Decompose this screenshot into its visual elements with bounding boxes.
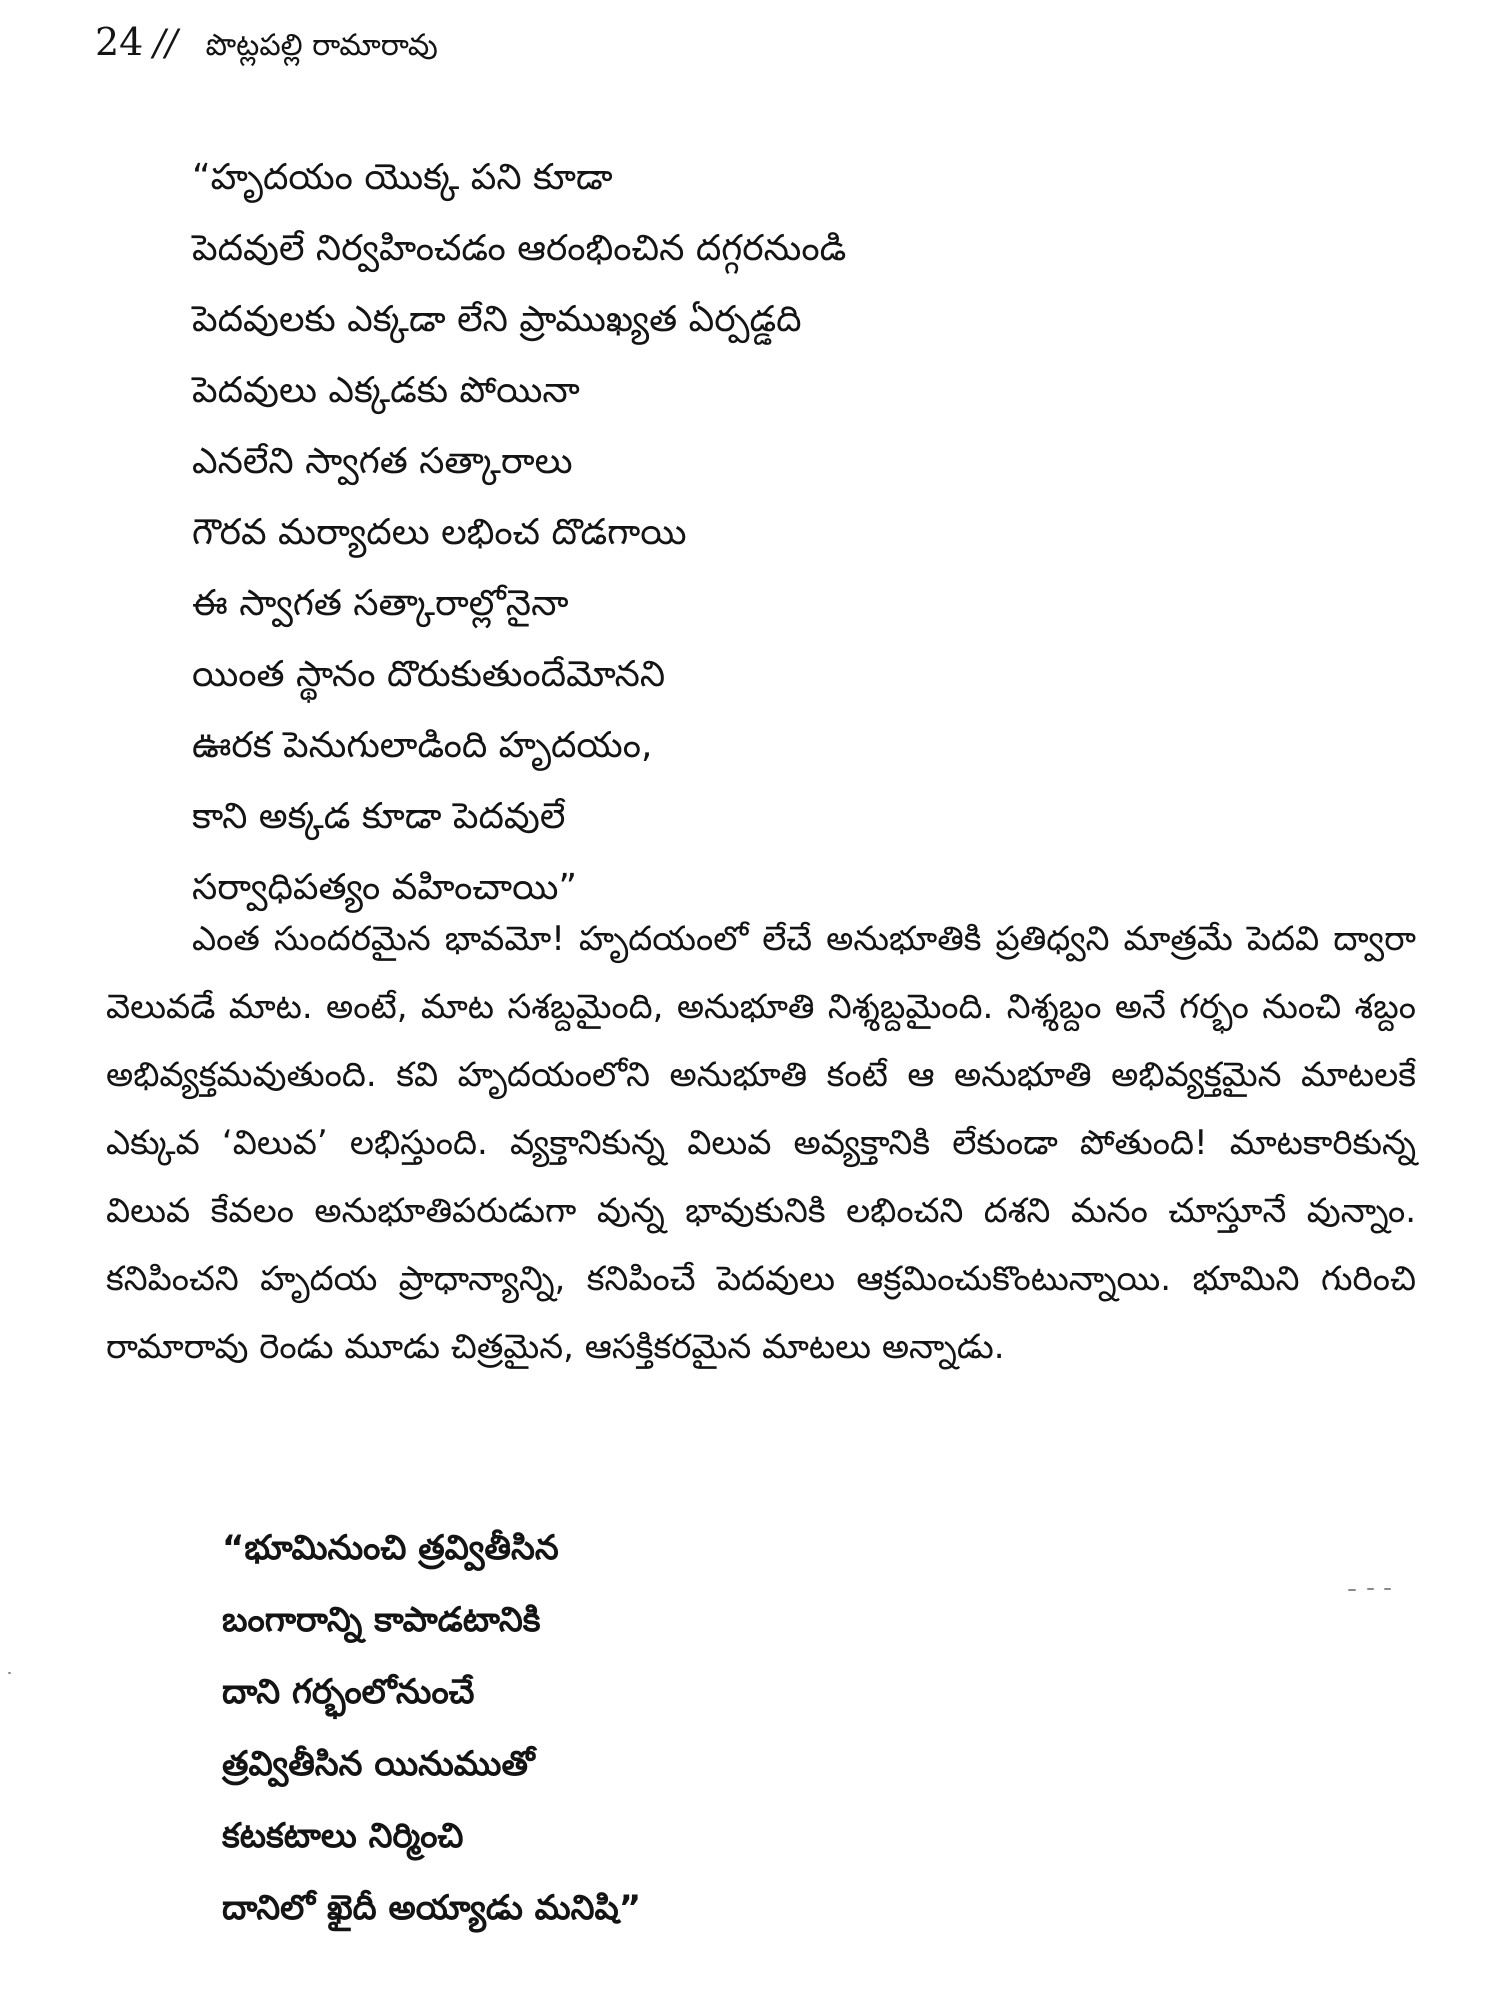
scan-speck: [8, 1672, 11, 1674]
poem-line: “హృదయం యొక్క పని కూడా: [192, 157, 613, 198]
scan-speck: [1348, 1589, 1356, 1591]
poem-line: కటకటాలు నిర్మించి: [222, 1816, 464, 1856]
poem-line: “భూమినుంచి త్రవ్వితీసిన: [222, 1528, 559, 1568]
poem-line: సర్వాధిపత్యం వహించాయి”: [192, 867, 578, 908]
poem-line: పెదవులే నిర్వహించడం ఆరంభించిన దగ్గరనుండి: [192, 228, 847, 269]
poem-line: దానిలో ఖైదీ అయ్యాడు మనిషి”: [222, 1888, 642, 1928]
poem-line: ఎనలేని స్వాగత సత్కారాలు: [192, 441, 573, 482]
page-header: [95, 20, 438, 70]
poem-line: కాని అక్కడ కూడా పెదవులే: [192, 796, 566, 837]
scan-speck: [1367, 1588, 1374, 1590]
poem-line: బంగారాన్ని కాపాడటానికి: [222, 1600, 541, 1640]
second-poem-quote: [222, 1512, 641, 1944]
poem-line: త్రవ్వితీసిన యినుముతో: [222, 1744, 535, 1784]
poem-line: పెదవులు ఎక్కడకు పోయినా: [192, 370, 580, 411]
poem-line: యింత స్థానం దొరుకుతుందేమోనని: [192, 654, 666, 695]
poem-line: ఈ స్వాగత సత్కారాల్లోనైనా: [192, 583, 569, 624]
scan-speck: [1384, 1588, 1391, 1590]
header-separator: //: [153, 23, 178, 64]
poem-line: గౌరవ మర్యాదలు లభించ దొడగాయి: [192, 512, 687, 553]
poem-line: ఊరక పెనుగులాడింది హృదయం,: [192, 725, 653, 766]
running-title: పొట్లపల్లి రామారావు: [205, 28, 438, 63]
first-poem-quote: [192, 142, 846, 923]
commentary-paragraph: ఎంత సుందరమైన భావమో! హృదయంలో లేచే అనుభూతికి ప్రతిధ్వని మాత్రమే పెదవి ద్వారా వెలువడే మాట. అంటే, మాట సశబ్దమైంది, అనుభూతి నిశ్శబ్దమైంది. నిశ్శబ్దం అనే గర్భం నుంచి శబ్దం అభివ్యక్తమవుతుంది. కవి హృదయంలోని అనుభూతి కంటే ఆ అనుభూతి అభివ్యక్తమైన మాటలకే ఎక్కువ ‘విలువ’ లభిస్తుంది. వ్యక్తానికున్న విలువ అవ్యక్తానికి లేకుండా పోతుంది! మాటకారికున్న విలువ కేవలం అనుభూతిపరుడుగా వున్న భావుకునికి లభించని దశని మనం చూస్తూనే వున్నాం. కనిపించని హృదయ ప్రాధాన్యాన్ని, కనిపించే పెదవులు ఆక్రమించుకొంటున్నాయి. భూమిని గురించి రామారావు రెండు మూడు చిత్రమైన, ఆసక్తికరమైన మాటలు అన్నాడు.: [106, 919, 1416, 1367]
poem-line: పెదవులకు ఎక్కడా లేని ప్రాముఖ్యత ఏర్పడ్డది: [192, 299, 802, 340]
page-number: 24: [95, 20, 144, 64]
poem-line: దాని గర్భంలోనుంచే: [222, 1672, 475, 1712]
